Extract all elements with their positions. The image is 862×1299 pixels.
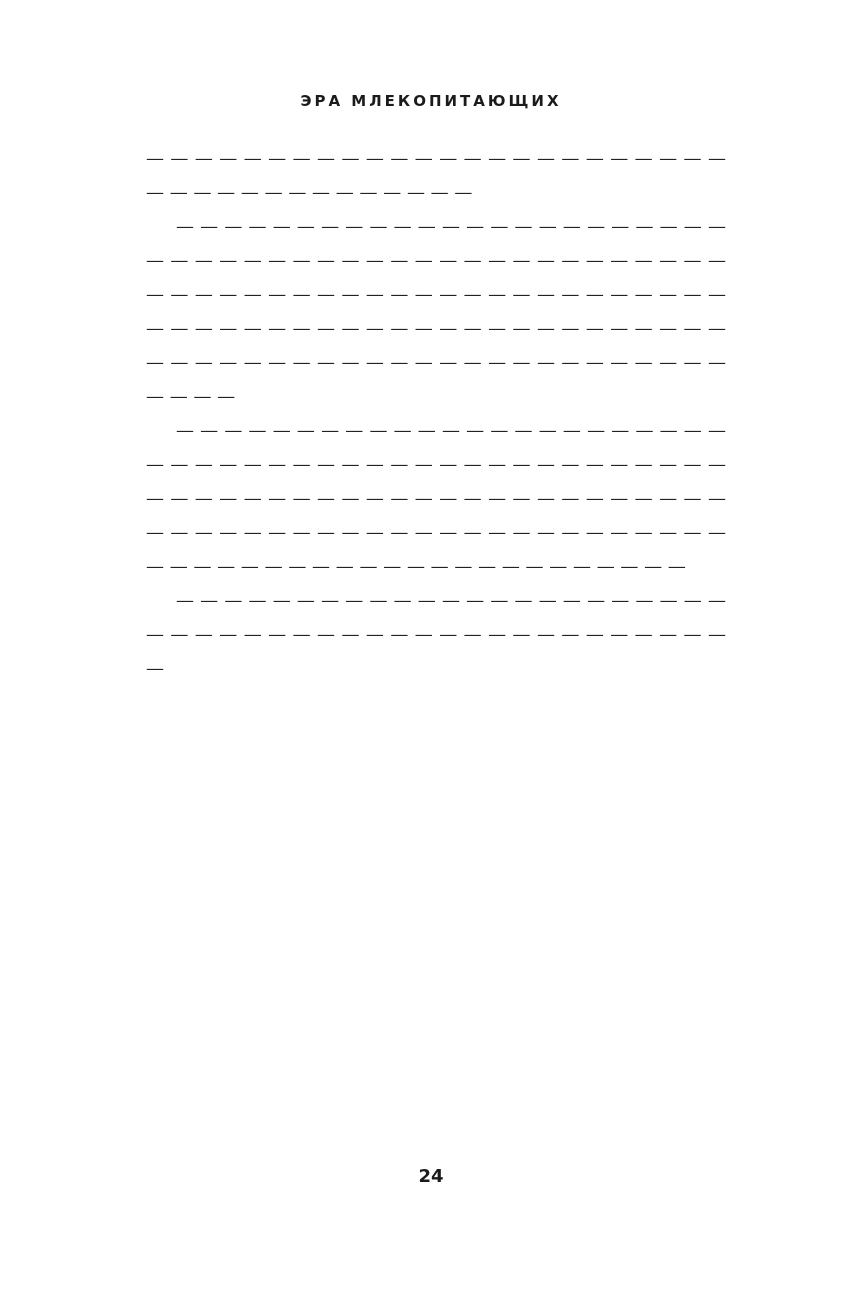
paragraph: — — — — — — — — — — — — — — — — — — — — — — — — — — — — — — — — — — — — — — [146, 148, 726, 203]
running-header: ЭРА МЛЕКОПИТАЮЩИХ [300, 92, 562, 110]
paragraph: — — — — — — — — — — — — — — — — — — — — — — — — — — — — — — — — — — — — — — — — — — — — — — — — [146, 590, 726, 679]
paragraph: — — — — — — — — — — — — — — — — — — — — — — — — — — — — — — — — — — — — — — — — — — — — — — — — — — — — — — — — — — — — — — — — — — — — — — — — — — — — — — — — — — — — — — — — — — — — — — — — — — — — — — — — — — — — — — — — — — — — — — [146, 420, 726, 577]
body-text [146, 142, 726, 686]
page-number: 24 [418, 1166, 444, 1187]
paragraph: — — — — — — — — — — — — — — — — — — — — — — — — — — — — — — — — — — — — — — — — — — — — — — — — — — — — — — — — — — — — — — — — — — — — — — — — — — — — — — — — — — — — — — — — — — — — — — — — — — — — — — — — — — — — — — — — — — — — — — — — — — — [146, 216, 726, 407]
